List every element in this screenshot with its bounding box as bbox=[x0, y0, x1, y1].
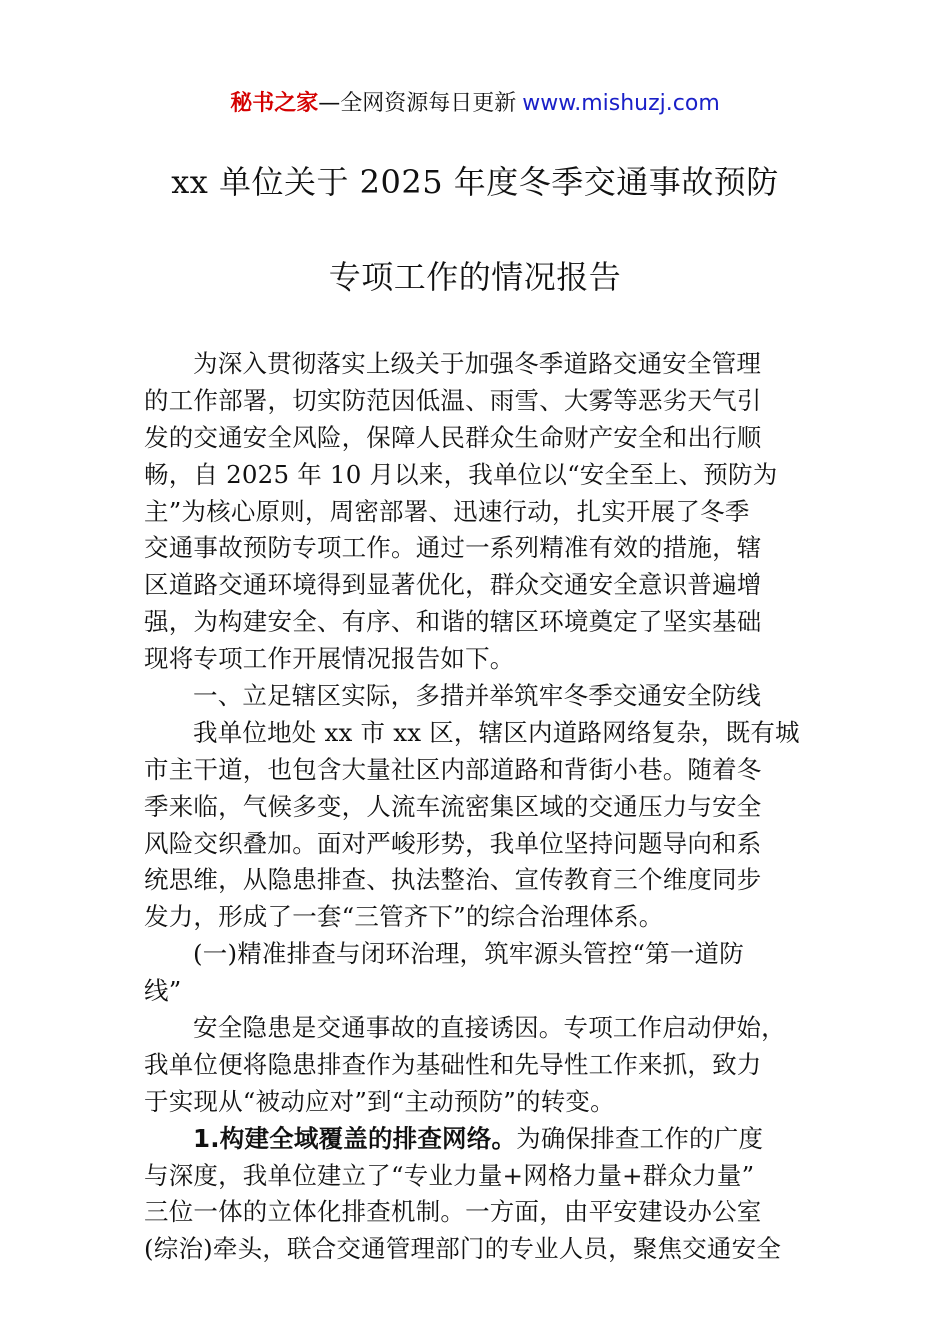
site-url-link[interactable]: www.mishuzj.com bbox=[522, 91, 720, 116]
body-line: 发的交通安全风险，保障人民群众生命财产安全和出行顺 bbox=[144, 422, 762, 452]
document-title-line-2: 专项工作的情况报告 bbox=[328, 258, 622, 296]
subsection-heading-cont: 线” bbox=[144, 976, 182, 1006]
body-line: 为深入贯彻落实上级关于加强冬季道路交通安全管理 bbox=[193, 349, 762, 378]
subsection-heading: (一)精准排查与闭环治理，筑牢源头管控“第一道防 bbox=[193, 939, 744, 969]
body-line: 三位一体的立体化排查机制。一方面，由平安建设办公室 bbox=[144, 1197, 762, 1227]
body-line bbox=[144, 1121, 809, 1158]
document-body bbox=[144, 346, 809, 1268]
body-line: 现将专项工作开展情况报告如下。 bbox=[144, 644, 515, 674]
body-line: 与深度，我单位建立了“专业力量+网格力量+群众力量” bbox=[144, 1160, 755, 1190]
body-line: 安全隐患是交通事故的直接诱因。专项工作启动伊始， bbox=[193, 1013, 786, 1043]
body-line: 于实现从“被动应对”到“主动预防”的转变。 bbox=[144, 1086, 615, 1116]
site-header bbox=[0, 88, 950, 120]
body-line: 交通事故预防专项工作。通过一系列精准有效的措施，辖 bbox=[144, 533, 762, 563]
body-line-text: 为确保排查工作的广度 bbox=[516, 1123, 764, 1153]
body-line: 统思维，从隐患排查、执法整治、宣传教育三个维度同步 bbox=[144, 865, 762, 895]
body-line: 我单位便将隐患排查作为基础性和先导性工作来抓，致力 bbox=[144, 1049, 762, 1079]
body-line: 畅，自 2025 年 10 月以来，我单位以“安全至上、预防为 bbox=[144, 459, 778, 489]
body-line: (综治)牵头，联合交通管理部门的专业人员，聚焦交通安全 bbox=[144, 1234, 782, 1264]
section-heading: 一、立足辖区实际，多措并举筑牢冬季交通安全防线 bbox=[193, 681, 762, 711]
body-line: 市主干道，也包含大量社区内部道路和背街小巷。随着冬 bbox=[144, 754, 762, 784]
body-line: 强，为构建安全、有序、和谐的辖区环境奠定了坚实基础 bbox=[144, 607, 762, 637]
document-title-line-1: xx 单位关于 2025 年度冬季交通事故预防 bbox=[171, 163, 779, 201]
body-line: 发力，形成了一套“三管齐下”的综合治理体系。 bbox=[144, 902, 664, 932]
body-line: 季来临，气候多变，人流车流密集区域的交通压力与安全 bbox=[144, 791, 762, 821]
body-line: 区道路交通环境得到显著优化，群众交通安全意识普遍增 bbox=[144, 570, 762, 600]
body-line: 风险交织叠加。面对严峻形势，我单位坚持问题导向和系 bbox=[144, 828, 762, 858]
body-line: 我单位地处 xx 市 xx 区，辖区内道路网络复杂，既有城 bbox=[193, 717, 800, 747]
site-slogan: —全网资源每日更新 bbox=[318, 91, 517, 116]
body-line: 主”为核心原则，周密部署、迅速行动，扎实开展了冬季 bbox=[144, 496, 750, 526]
bold-lead-in: 1.构建全域覆盖的排查网络。 bbox=[193, 1123, 517, 1153]
body-line: 的工作部署，切实防范因低温、雨雪、大雾等恶劣天气引 bbox=[144, 385, 762, 415]
site-brand: 秘书之家 bbox=[230, 91, 319, 116]
